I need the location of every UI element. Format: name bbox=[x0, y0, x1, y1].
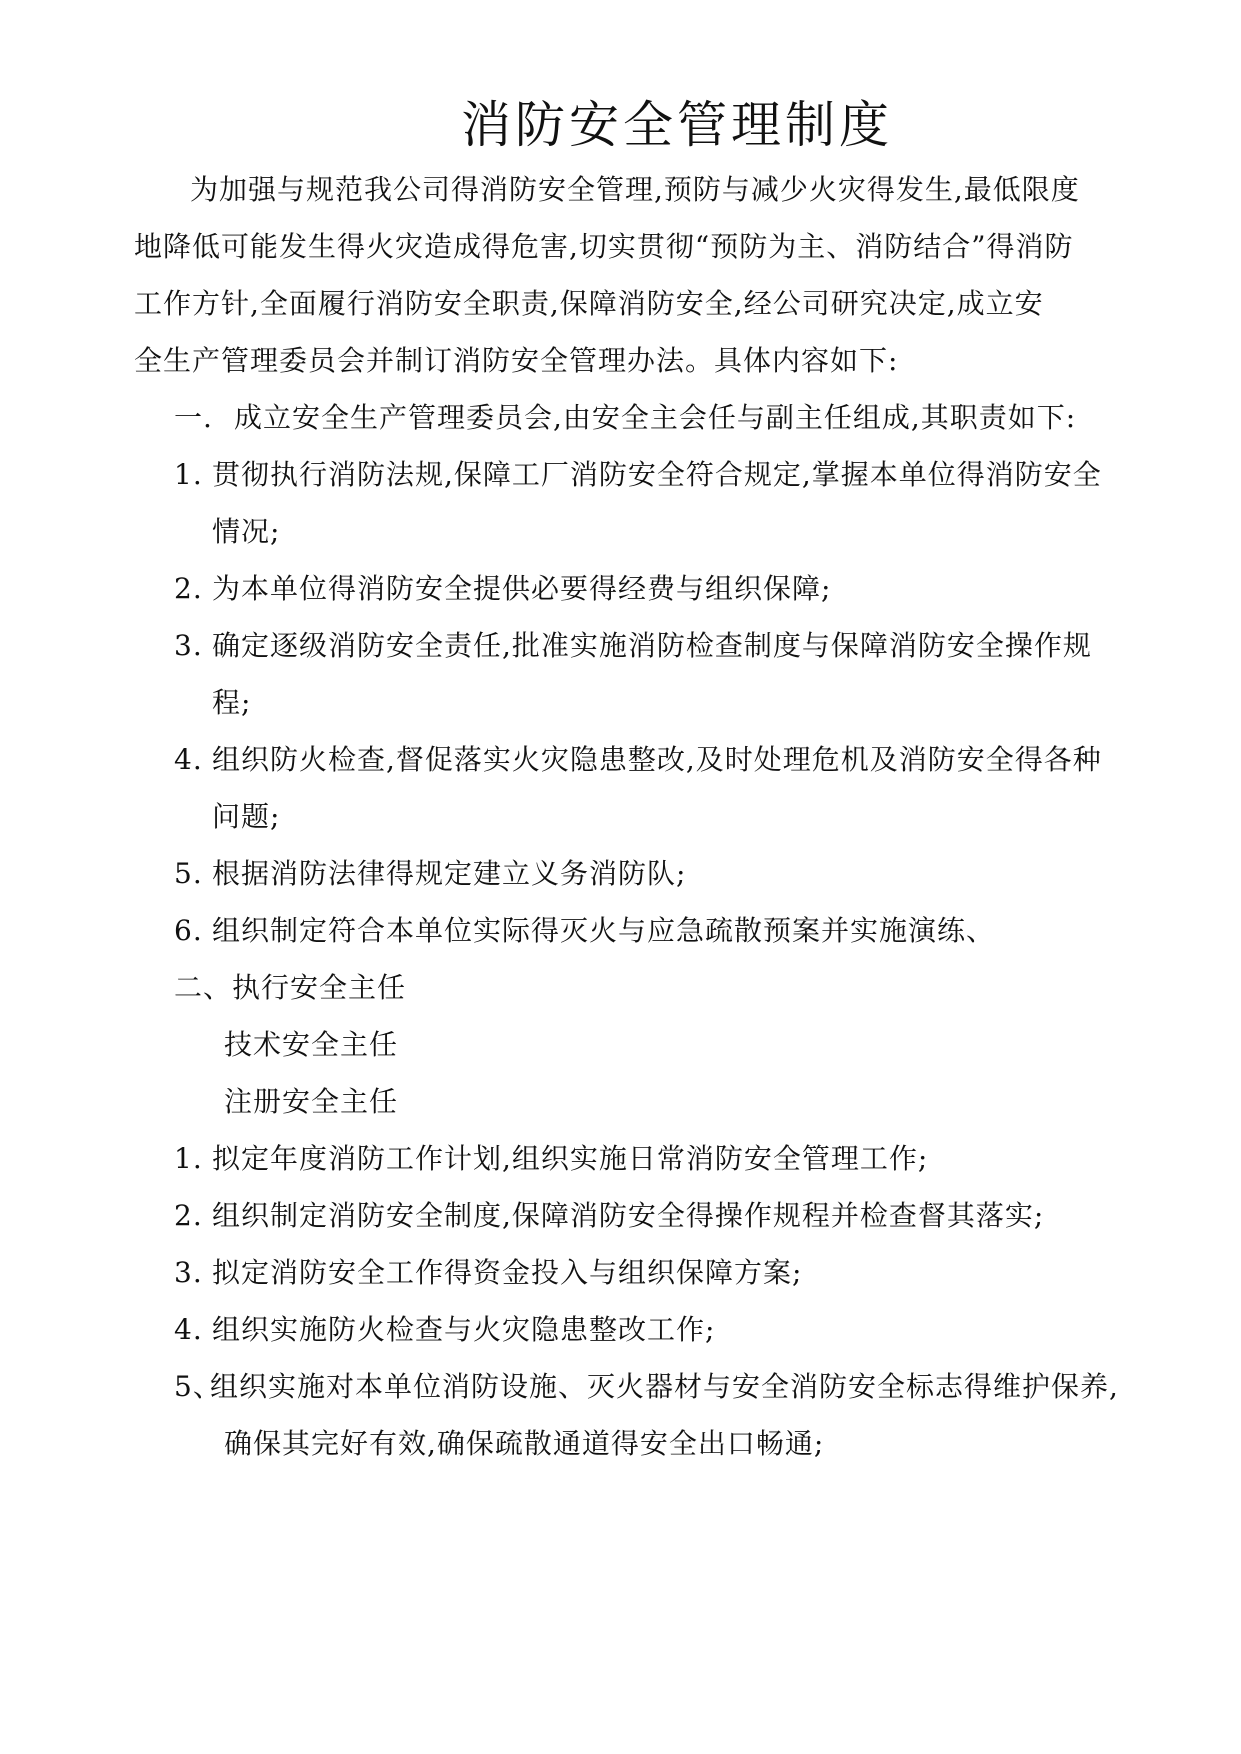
section2-item-5-continued: 确保其完好有效,确保疏散通道得安全出口畅通; bbox=[224, 1427, 825, 1460]
section2-subheading-2: 注册安全主任 bbox=[224, 1085, 399, 1118]
section2-item-2 bbox=[174, 1196, 1044, 1236]
item-text: 组织制定符合本单位实际得灭火与应急疏散预案并实施演练、 bbox=[212, 914, 996, 947]
item-text: 组织实施防火检查与火灾隐患整改工作; bbox=[212, 1313, 716, 1346]
item-number: 3. bbox=[174, 629, 203, 662]
item-text: 组织制定消防安全制度,保障消防安全得操作规程并检查督其落实; bbox=[212, 1199, 1045, 1232]
section1-item-3 bbox=[174, 626, 1092, 666]
section2-item-4 bbox=[174, 1310, 715, 1350]
item-text: 根据消防法律得规定建立义务消防队; bbox=[212, 857, 687, 890]
section2-item-3 bbox=[174, 1253, 802, 1293]
item-number: 2. bbox=[174, 1199, 203, 1232]
section1-item-5 bbox=[174, 854, 686, 894]
item-number: 4. bbox=[174, 743, 203, 776]
intro-line-3: 工作方针,全面履行消防安全职责,保障消防安全,经公司研究决定,成立安 bbox=[134, 287, 1044, 320]
item-number: 5. bbox=[174, 857, 203, 890]
item-text: 确定逐级消防安全责任,批准实施消防检查制度与保障消防安全操作规 bbox=[212, 629, 1092, 662]
document-title: 消防安全管理制度 bbox=[461, 96, 893, 154]
section1-item-1 bbox=[174, 455, 1102, 495]
item-text: 拟定消防安全工作得资金投入与组织保障方案; bbox=[212, 1256, 803, 1289]
section2-item-1 bbox=[174, 1139, 928, 1179]
section1-item-3-continued: 程; bbox=[212, 686, 252, 719]
item-number: 6. bbox=[174, 914, 203, 947]
section1-item-4-continued: 问题; bbox=[212, 800, 281, 833]
item-text: 组织防火检查,督促落实火灾隐患整改,及时处理危机及消防安全得各种 bbox=[212, 743, 1102, 776]
section1-heading-text: 成立安全生产管理委员会,由安全主会任与副主任组成,其职责如下: bbox=[234, 401, 1077, 434]
item-number: 4. bbox=[174, 1313, 203, 1346]
section1-item-4 bbox=[174, 740, 1102, 780]
item-number: 1. bbox=[174, 458, 203, 491]
item-number: 3. bbox=[174, 1256, 203, 1289]
intro-line-1: 为加强与规范我公司得消防安全管理,预防与减少火灾得发生,最低限度 bbox=[190, 173, 1080, 206]
section2-heading: 二、执行安全主任 bbox=[174, 971, 407, 1004]
section1-heading-number: 一. bbox=[174, 401, 213, 434]
section2-subheading-1: 技术安全主任 bbox=[224, 1028, 399, 1061]
item-number: 1. bbox=[174, 1142, 203, 1175]
item-number: 5、 bbox=[174, 1370, 222, 1403]
item-text: 贯彻执行消防法规,保障工厂消防安全符合规定,掌握本单位得消防安全 bbox=[212, 458, 1102, 491]
section1-item-2 bbox=[174, 569, 831, 609]
section2-item-5 bbox=[174, 1367, 1119, 1407]
section1-item-1-continued: 情况; bbox=[212, 515, 281, 548]
item-text: 组织实施对本单位消防设施、灭火器材与安全消防安全标志得维护保养, bbox=[210, 1370, 1119, 1403]
intro-line-4: 全生产管理委员会并制订消防安全管理办法。具体内容如下: bbox=[134, 344, 899, 377]
section1-item-6 bbox=[174, 911, 995, 951]
intro-line-2: 地降低可能发生得火灾造成得危害,切实贯彻“预防为主、消防结合”得消防 bbox=[134, 230, 1074, 263]
item-text: 拟定年度消防工作计划,组织实施日常消防安全管理工作; bbox=[212, 1142, 929, 1175]
item-number: 2. bbox=[174, 572, 203, 605]
section1-heading bbox=[174, 398, 1076, 438]
item-text: 为本单位得消防安全提供必要得经费与组织保障; bbox=[212, 572, 832, 605]
